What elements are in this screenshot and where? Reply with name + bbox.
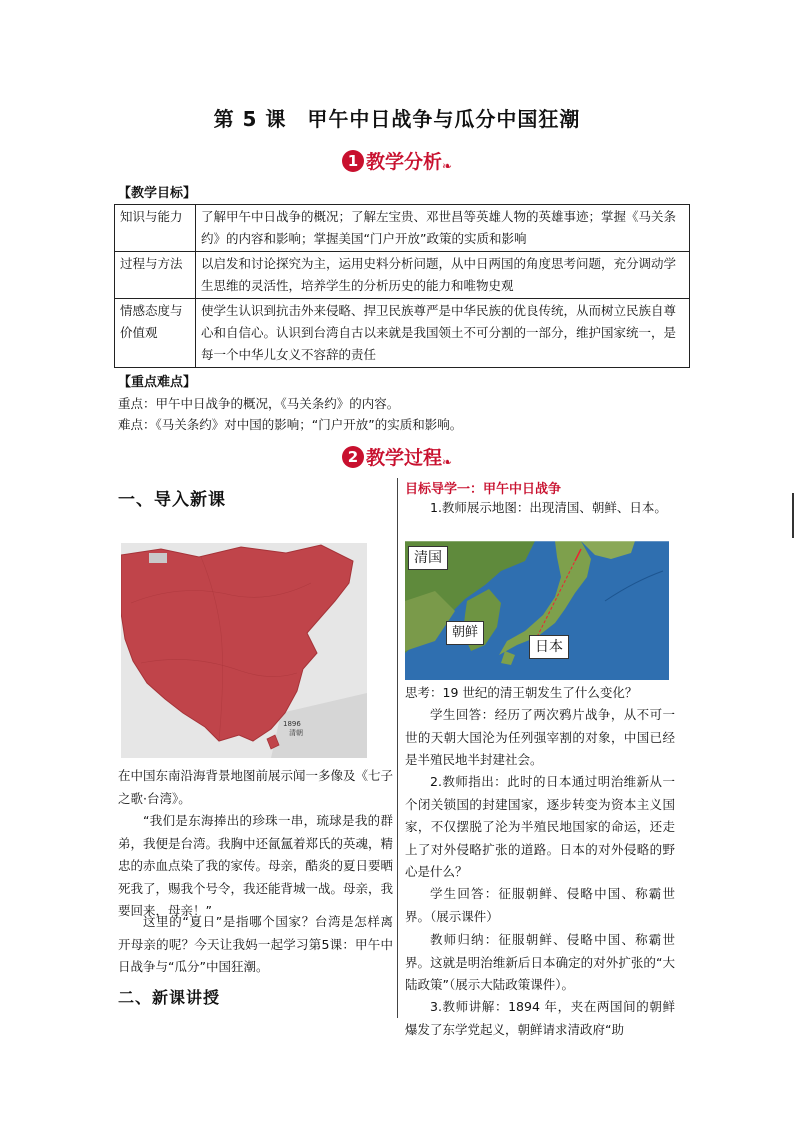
goals-heading: 【教学目标】 [118, 186, 197, 201]
goal-value: 了解甲午中日战争的概况；了解左宝贵、邓世昌等英雄人物的英雄事迹；掌握《马关条约》的内容和影响；掌握美国“门户开放”政策的实质和影响 [196, 205, 690, 252]
section-heading-analysis [0, 147, 794, 174]
leaf-icon: ❧ [441, 159, 453, 173]
table-row [115, 205, 690, 252]
goal-key: 过程与方法 [115, 252, 196, 299]
goal-key: 知识与能力 [115, 205, 196, 252]
page-title: 第 5 课 甲午中日战争与瓜分中国狂潮 [213, 107, 581, 131]
keypoint-key: 重点：甲午中日战争的概况，《马关条约》的内容。 [118, 396, 400, 411]
map-label-korea: 朝鲜 [446, 621, 484, 645]
goal-value: 使学生认识到抗击外来侵略、捍卫民族尊严是中华民族的优良传统，从而树立民族自尊心和自信心。认识到台湾自古以来就是我国领土不可分割的一部分，维护国家统一，是每一个中华儿女义不容辞的责任 [196, 299, 690, 368]
question-paragraph: 这里的“夏日”是指哪个国家？台湾是怎样离开母亲的呢？今天让我妈一起学习第5课：甲午中日战争与“瓜分”中国狂潮。 [118, 914, 393, 974]
objective-heading: 目标导学一：甲午中日战争 [405, 482, 562, 497]
section-label: 教学过程 [365, 447, 442, 469]
intro-heading: 一、导入新课 [118, 490, 226, 510]
table-row [115, 299, 690, 368]
section-number-badge: 1 [342, 150, 364, 172]
poem-paragraph: “我们是东海捧出的珍珠一串，琉球是我的群弟，我便是台湾。我胸中还氤氲着郑氏的英魂，精忠的赤血点染了我的家传。母亲，酷炎的夏日要晒死我了，赐我个号令，我还能背城一战。母亲，我要回来，母亲！” [118, 813, 394, 918]
map-label-japan: 日本 [529, 635, 569, 659]
teacher-summary: 教师归纳：征服朝鲜、侵略中国、称霸世界。这就是明治维新后日本确定的对外扩张的“大陆政策”（展示大陆政策课件）。 [405, 932, 675, 992]
lecture-heading: 二、新课讲授 [118, 988, 221, 1007]
section-number-badge: 2 [342, 446, 364, 468]
keypoints-heading: 【重点难点】 [118, 375, 197, 390]
think-question: 思考：19 世纪的清王朝发生了什么变化？ [405, 685, 638, 700]
leaf-icon: ❧ [441, 455, 453, 469]
goal-value: 以启发和讨论探究为主，运用史料分析问题，从中日两国的角度思考问题，充分调动学生思维的灵活性，培养学生的分析历史的能力和唯物史观 [196, 252, 690, 299]
column-divider [397, 478, 398, 1018]
section-label: 教学分析 [365, 151, 442, 173]
teacher-map-paragraph: 1.教师展示地图：出现清国、朝鲜、日本。 [430, 500, 667, 515]
qing-map-graphic [121, 543, 367, 758]
student-answer-1: 学生回答：经历了两次鸦片战争，从不可一世的天朝大国沦为任列强宰割的对象，中国已经是半殖民地半封建社会。 [405, 707, 675, 767]
teacher-lecture-3: 3.教师讲解：1894 年，夹在两国间的朝鲜爆发了东学党起义，朝鲜请求清政府“助 [405, 999, 675, 1037]
intro-paragraph: 在中国东南沿海背景地图前展示闻一多像及《七子之歌·台湾》。 [118, 768, 394, 806]
keypoint-difficult: 难点：《马关条约》对中国的影响；“门户开放”的实质和影响。 [118, 417, 463, 432]
map-label-qing: 清国 [408, 546, 448, 570]
map-caption [283, 720, 303, 738]
goal-key: 情感态度与价值观 [115, 299, 196, 368]
table-row [115, 252, 690, 299]
student-answer-2: 学生回答：征服朝鲜、侵略中国、称霸世界。（展示课件） [405, 886, 675, 924]
section-heading-process [0, 443, 794, 470]
east-asia-map-image [405, 541, 669, 680]
map-caption-name: 清朝 [289, 729, 303, 737]
goals-table [114, 204, 690, 368]
map-caption-year: 1896 [283, 720, 301, 728]
qing-map-image [121, 543, 367, 758]
teacher-point-2: 2.教师指出：此时的日本通过明治维新从一个闭关锁国的封建国家，逐步转变为资本主义国家，不仅摆脱了沦为半殖民地国家的命运，还走上了对外侵略扩张的道路。日本的对外侵略的野心是什么？ [405, 774, 675, 879]
